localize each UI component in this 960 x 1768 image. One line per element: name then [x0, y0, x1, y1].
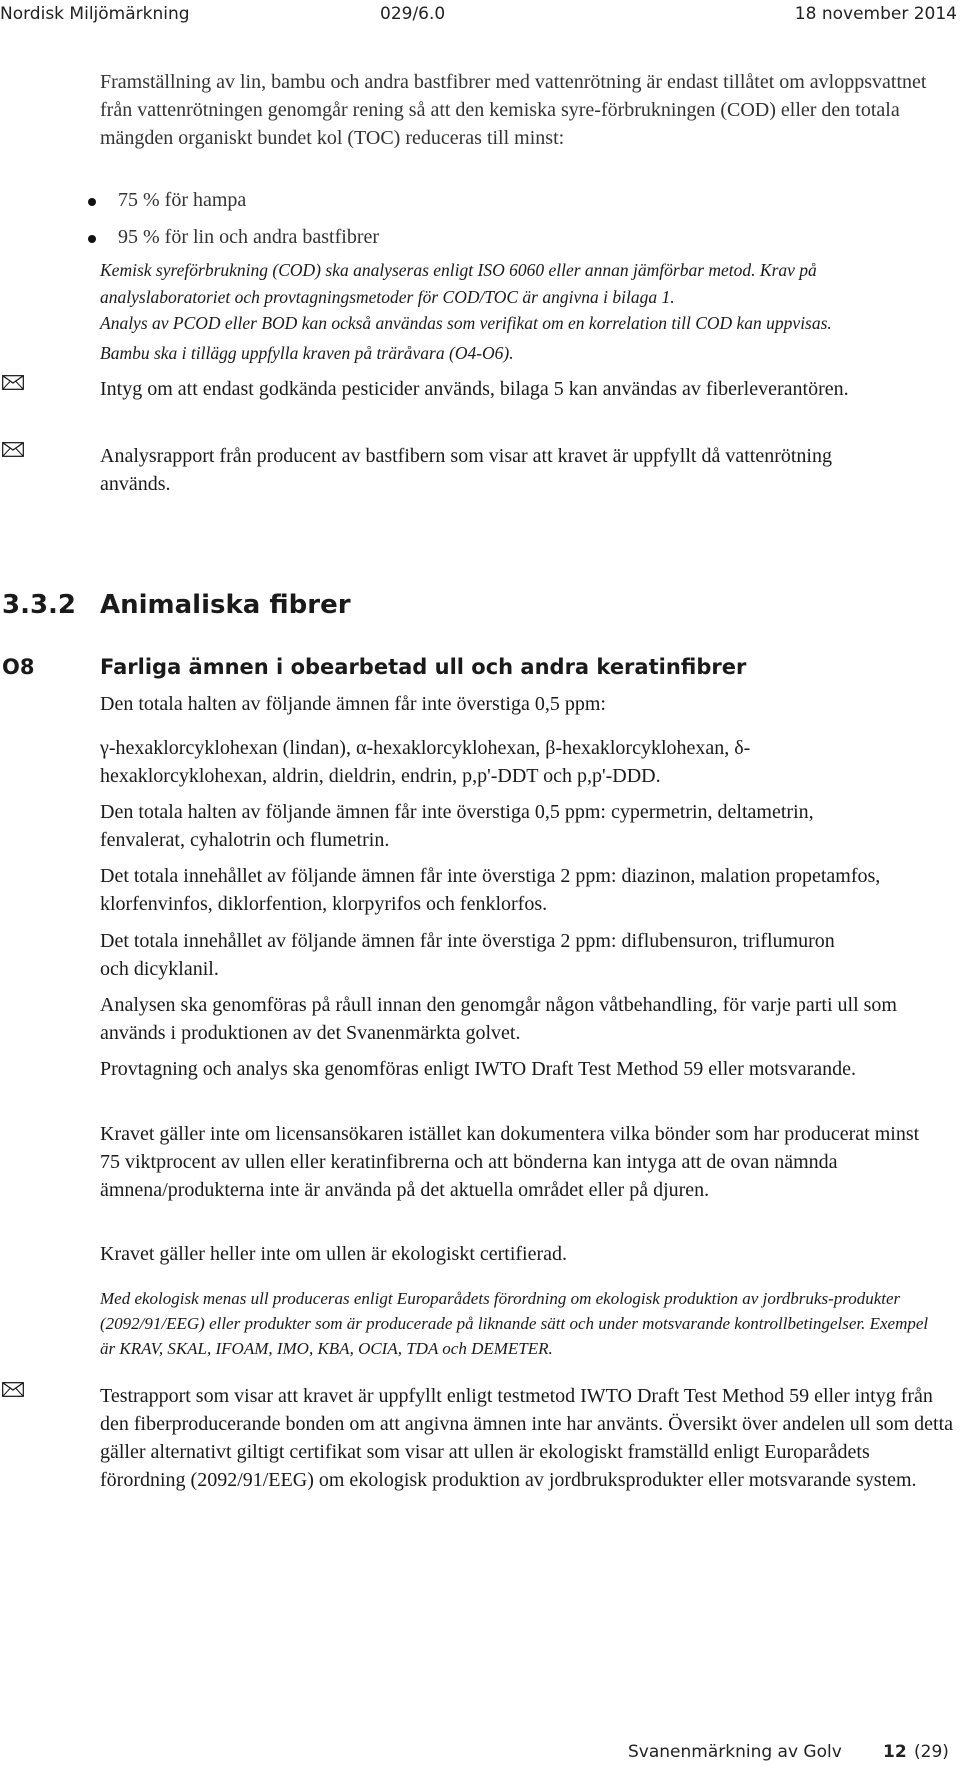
- intro-note-pcod: Analys av PCOD eller BOD kan också användas som verifikat om en korrelation till COD kan uppvisas.: [100, 313, 832, 333]
- header-org: Nordisk Miljömärkning: [0, 4, 190, 24]
- header-date: 18 november 2014: [794, 4, 957, 24]
- page-header: [0, 0, 960, 30]
- intro-note-cod: Kemisk syreförbrukning (COD) ska analyseras enligt ISO 6060 eller annan jämförbar metod. Krav på analyslaboratoriet och provtagningsmetoder för COD/TOC är angivna i bilaga 1.: [100, 260, 817, 307]
- header-doc-number: 029/6.0: [380, 4, 446, 24]
- intro-note-bambu: Bambu ska i tillägg uppfylla kraven på träråvara (O4-O6).: [100, 343, 514, 363]
- footer-page-number: 12: [883, 1742, 907, 1762]
- footer-page-total: (29): [914, 1742, 949, 1762]
- doc-item-pesticides: Intyg om att endast godkända pesticider används, bilaga 5 kan användas av fiberleverantören.: [100, 378, 849, 400]
- req-paragraph-3: Den totala halten av följande ämnen får inte överstiga 0,5 ppm: cypermetrin, deltametrin, fenvalerat, cyhalotrin och flumetrin.: [100, 801, 814, 851]
- req-note-organic: Med ekologisk menas ull produceras enligt Europarådets förordning om ekologisk produktion av jordbruks-produkter (2092/91/EEG) eller produkter som är producerade på liknande sätt och under motsvarande kontrollbetingelser. Exempel är KRAV, SKAL, IFOAM, IMO, KBA, OCIA, TDA och DEMETER.: [100, 1289, 929, 1358]
- doc-item-analysis-report: Analysrapport från producent av bastfibern som visar att kravet är uppfyllt då vattenrötning används.: [100, 445, 832, 495]
- envelope-icon: [2, 1382, 24, 1397]
- list-item: 75 % för hampa: [88, 186, 948, 214]
- section-number: 3.3.2: [2, 590, 77, 620]
- bullet-icon: [88, 198, 96, 206]
- req-paragraph-substances: γ-hexaklorcyklohexan (lindan), α-hexaklorcyklohexan, β-hexaklorcyklohexan, δ-hexaklorcyklohexan, aldrin, dieldrin, endrin, p,p'-DDT och p,p'-DDD.: [100, 737, 751, 787]
- envelope-icon: [2, 442, 24, 457]
- req-paragraph-8: Kravet gäller inte om licensansökaren istället kan dokumentera vilka bönder som har producerat minst 75 viktprocent av ullen eller keratinfibrerna och att bönderna kan intyga att de ovan nämnda ämnena/produkterna inte är använda på det aktuella området eller på djuren.: [100, 1123, 920, 1201]
- req-paragraph-6: Analysen ska genomföras på råull innan den genomgår någon våtbehandling, för varje parti ull som används i produktionen av det Svanenmärkta golvet.: [100, 994, 897, 1044]
- req-paragraph-5: Det totala innehållet av följande ämnen får inte överstiga 2 ppm: diflubensuron, triflumuron och dicyklanil.: [100, 930, 835, 980]
- envelope-icon: [2, 375, 24, 390]
- section-title: Animaliska fibrer: [100, 590, 351, 620]
- req-paragraph-1: Den totala halten av följande ämnen får inte överstiga 0,5 ppm:: [100, 693, 606, 715]
- req-paragraph-4: Det totala innehållet av följande ämnen får inte överstiga 2 ppm: diazinon, malation propetamfos, klorfenvinfos, diklorfention, klorpyrifos och fenklorfos.: [100, 865, 881, 915]
- req-paragraph-9: Kravet gäller heller inte om ullen är ekologiskt certifierad.: [100, 1243, 568, 1265]
- intro-bullet-list: [88, 186, 948, 251]
- footer-label: Svanenmärkning av Golv: [628, 1742, 842, 1762]
- requirement-code: O8: [2, 655, 35, 679]
- page-footer: [0, 1738, 960, 1766]
- doc-item-test-report: Testrapport som visar att kravet är uppfyllt enligt testmetod IWTO Draft Test Method 59 eller intyg från den fiberproducerande bonden om att angivna ämnen inte har använts. Översikt över andelen ull som detta gäller alternativt giltigt certifikat som visar att ullen är ekologiskt framställd enligt Europarådets förordning (2092/91/EEG) om ekologisk produktion av jordbruksprodukter eller motsvarande system.: [100, 1385, 954, 1491]
- list-item: 95 % för lin och andra bastfibrer: [88, 223, 948, 251]
- intro-paragraph: Framställning av lin, bambu och andra bastfibrer med vattenrötning är endast tillåtet om avloppsvattnet från vattenrötningen genomgår rening så att den kemiska syre-förbrukningen (COD) eller den totala mängden organiskt bundet kol (TOC) reduceras till minst:: [100, 71, 927, 149]
- bullet-icon: [88, 235, 96, 243]
- req-paragraph-7: Provtagning och analys ska genomföras enligt IWTO Draft Test Method 59 eller motsvarande.: [100, 1058, 857, 1080]
- requirement-title: Farliga ämnen i obearbetad ull och andra keratinfibrer: [100, 655, 747, 679]
